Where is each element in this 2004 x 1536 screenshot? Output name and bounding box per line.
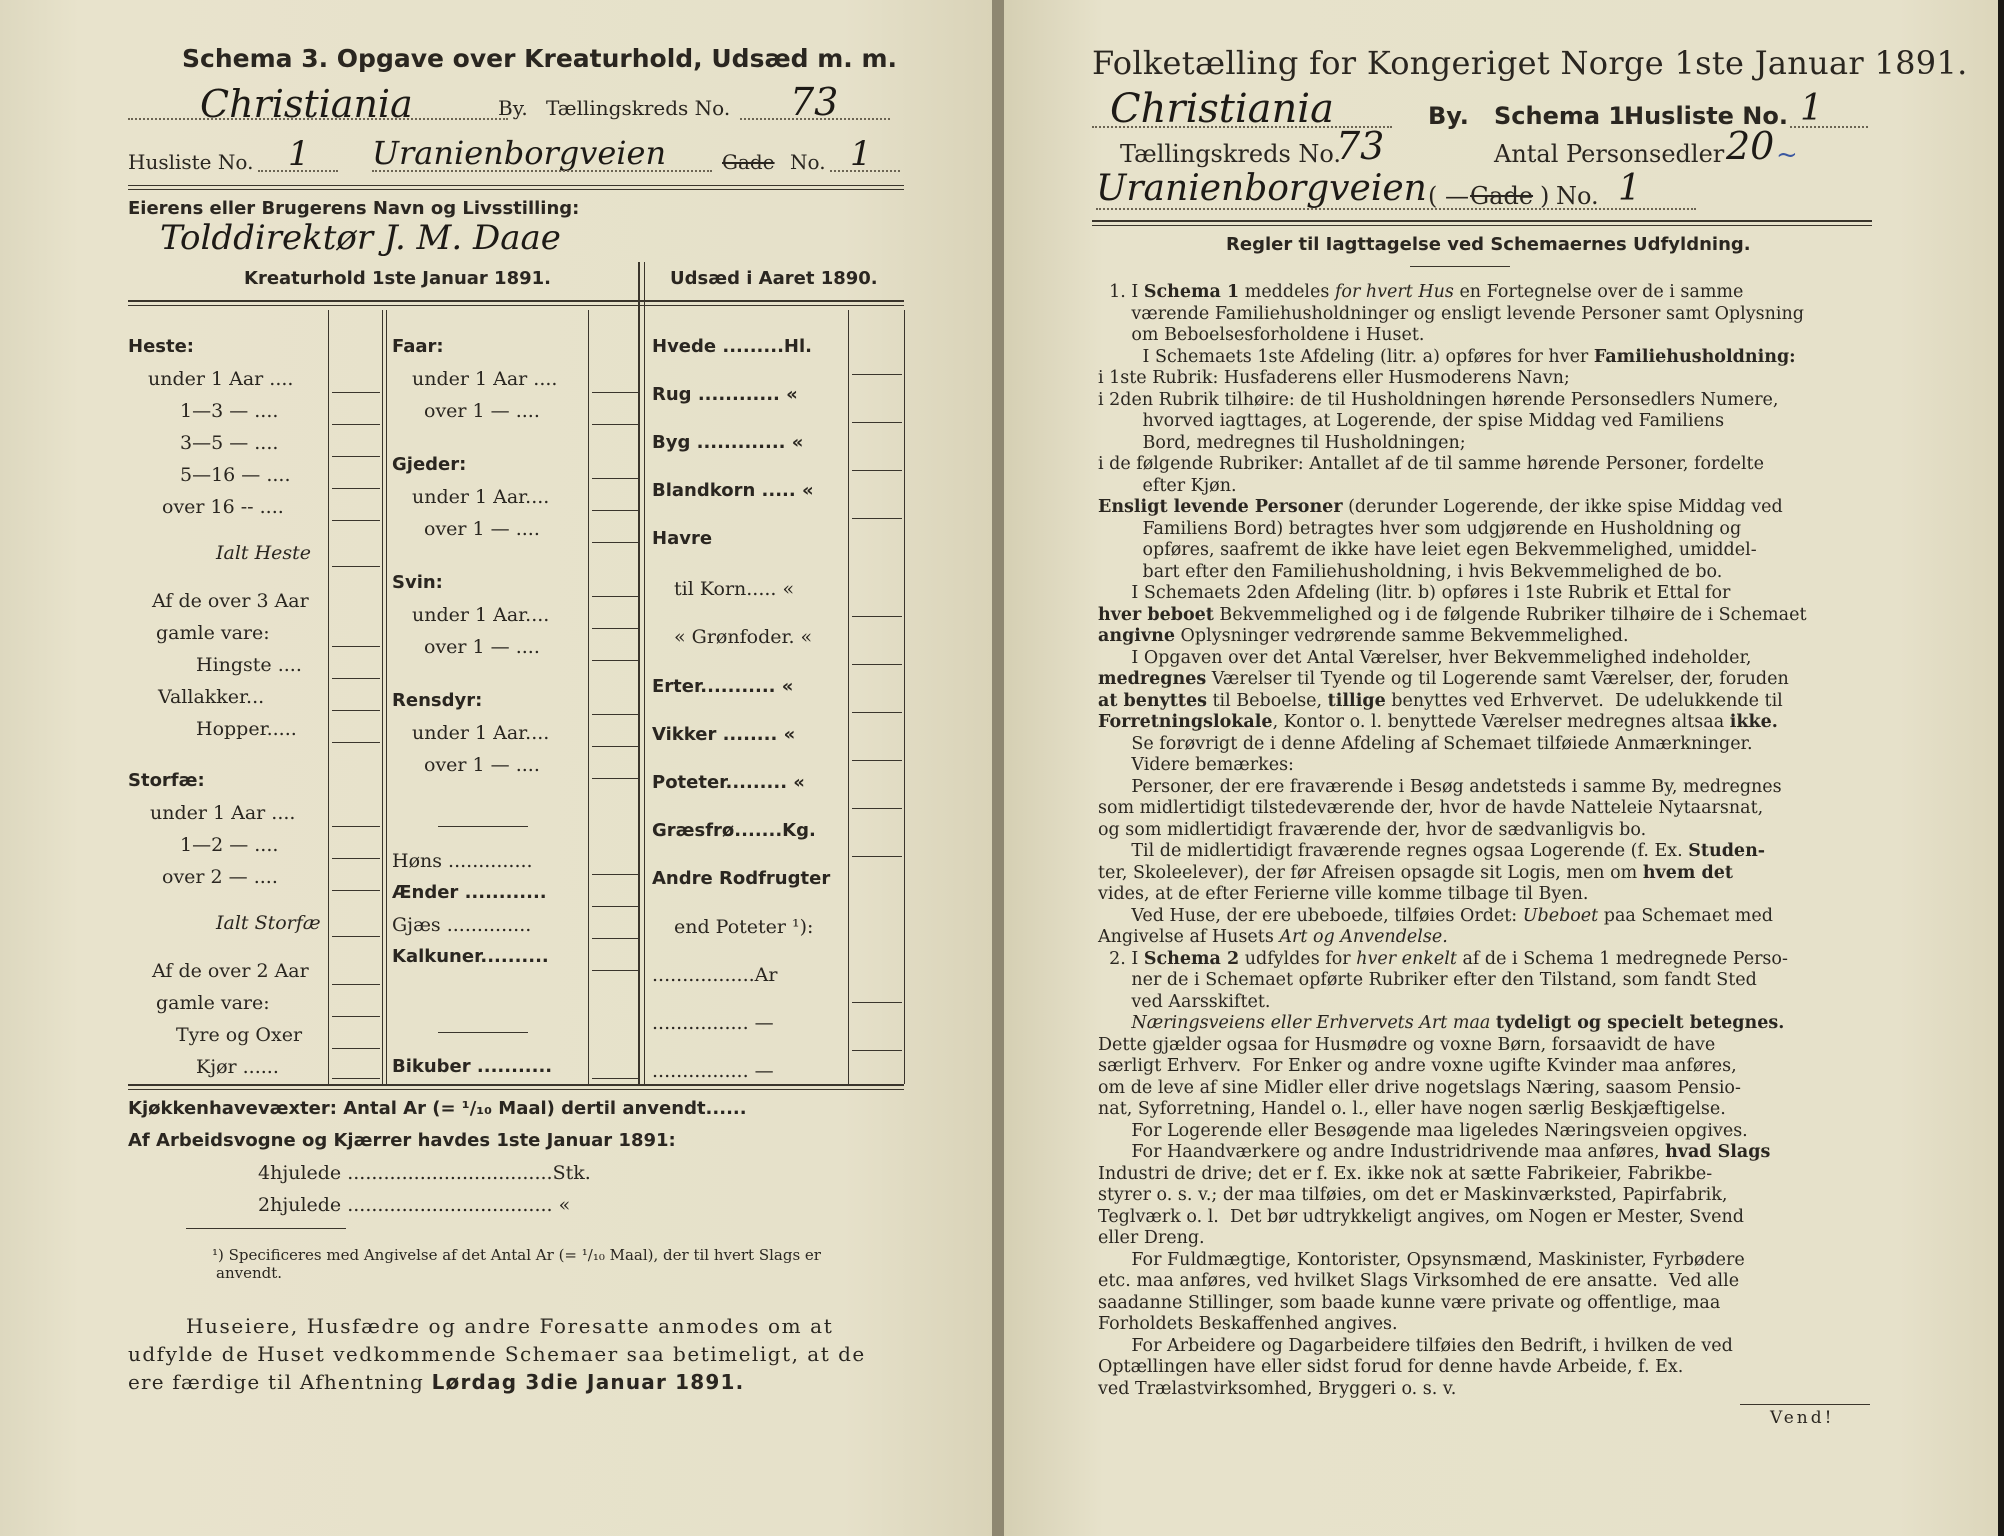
col2-row-9: Rensdyr: — [392, 690, 483, 711]
col2-row-3: Gjeder: — [392, 454, 467, 475]
col3-row-2: Byg ............. « — [652, 432, 804, 453]
col1-row-20: Kjør ...... — [196, 1056, 279, 1078]
col2-row-6: Svin: — [392, 572, 443, 593]
notice-line-1: Huseiere, Husfædre og andre Foresatte anmodes om at — [186, 1314, 834, 1338]
hjul2-row: 2hjulede .................................. « — [258, 1194, 571, 1216]
arbeidsvogne-row: Af Arbeidsvogne og Kjærrer havdes 1ste Januar 1891: — [128, 1130, 676, 1151]
col1-row-6: Ialt Heste — [216, 542, 312, 564]
col1-row-13: under 1 Aar .... — [150, 802, 296, 824]
kjokkenhave-row: Kjøkkenhavevæxter: Antal Ar (= ¹/₁₀ Maal) dertil anvendt...... — [128, 1098, 747, 1119]
col3-row-10: Græsfrø.......Kg. — [652, 820, 816, 841]
left-krets-label: Tællingskreds No. — [546, 96, 731, 120]
col2-row-11: over 1 — .... — [424, 754, 540, 776]
owner-label: Eierens eller Brugerens Navn og Livsstilling: — [128, 198, 580, 219]
right-husliste-handwritten: 1 — [1800, 88, 1823, 129]
blue-pencil-mark: ~ — [1776, 140, 1798, 170]
kreaturhold-header: Kreaturhold 1ste Januar 1891. — [244, 268, 551, 289]
col3-row-5: til Korn..... « — [674, 578, 795, 600]
footnote-line-1: ¹) Specificeres med Angivelse af det Antal Ar (= ¹/₁₀ Maal), der til hvert Slags er — [212, 1246, 821, 1264]
vend-label: Vend! — [1770, 1408, 1835, 1428]
col1-row-15: over 2 — .... — [162, 866, 278, 888]
col2-row-0: Faar: — [392, 336, 444, 357]
hjul4-row: 4hjulede ..................................Stk. — [258, 1162, 591, 1184]
col2-row-15: Kalkuner.......... — [392, 946, 549, 967]
right-antal-label: Antal Personsedler — [1494, 140, 1725, 168]
left-title: Schema 3. Opgave over Kreaturhold, Udsæd m. m. — [182, 44, 898, 73]
col1-row-0: Heste: — [128, 336, 194, 357]
right-no-handwritten: 1 — [1618, 168, 1641, 209]
col3-row-3: Blandkorn ..... « — [652, 480, 814, 501]
col2-row-5: over 1 — .... — [424, 518, 540, 540]
col1-row-9: Hingste .... — [196, 654, 302, 676]
col1-row-2: 1—3 — .... — [180, 400, 279, 422]
col2-row-10: under 1 Aar.... — [412, 722, 550, 744]
col1-row-12: Storfæ: — [128, 770, 205, 791]
left-husliste-handwritten: 1 — [288, 134, 310, 174]
col3-row-11: Andre Rodfrugter — [652, 868, 831, 889]
col2-row-4: under 1 Aar.... — [412, 486, 550, 508]
book-gutter — [992, 0, 1004, 1536]
left-street-handwritten: Uranienborgveien — [372, 134, 667, 172]
col3-row-4: Havre — [652, 528, 713, 549]
col1-row-10: Vallakker... — [158, 686, 265, 708]
col3-row-8: Vikker ........ « — [652, 724, 796, 745]
right-antal-handwritten: 20 — [1726, 124, 1775, 168]
col3-row-14: ................ — — [652, 1012, 774, 1034]
notice-line-2: udfylde de Huset vedkommende Schemaer saa betimeligt, at de — [128, 1342, 866, 1366]
left-no-handwritten: 1 — [850, 134, 872, 174]
right-schema-label: Schema 1. — [1494, 102, 1635, 130]
col3-row-0: Hvede .........Hl. — [652, 336, 812, 357]
col3-row-13: .................Ar — [652, 964, 778, 986]
col2-row-1: under 1 Aar .... — [412, 368, 558, 390]
col1-row-11: Hopper..... — [196, 718, 297, 740]
right-city-handwritten: Christiania — [1110, 86, 1334, 132]
col1-row-16: Ialt Storfæ — [216, 912, 321, 934]
right-no-label: No. — [1556, 182, 1599, 210]
col3-row-7: Erter........... « — [652, 676, 794, 697]
rules-title: Regler til Iagttagelse ved Schemaernes Udfyldning. — [1226, 234, 1751, 255]
right-krets-label: Tællingskreds No. — [1120, 140, 1342, 168]
col1-row-8: gamle vare: — [156, 622, 270, 644]
left-husliste-label: Husliste No. — [128, 150, 254, 174]
col2-row-12: Høns .............. — [392, 850, 533, 872]
left-city-handwritten: Christiania — [200, 82, 413, 126]
col1-row-14: 1—2 — .... — [180, 834, 279, 856]
col1-row-3: 3—5 — .... — [180, 432, 279, 454]
udsaed-header: Udsæd i Aaret 1890. — [670, 268, 878, 289]
right-street-handwritten: Uranienborgveien — [1096, 168, 1427, 209]
left-krets-handwritten: 73 — [790, 80, 839, 124]
rules-text: 1. I Schema 1 meddeles for hvert Hus en Fortegnelse over de i samme værende Familiehusholdninger og ensligt levende Personer samt Oplysning om Beboelsesforholdene i Huset. I Schemaets 1ste Afdeling (litr. a) opføres for hver Familiehusholdning: i 1ste Rubrik: Husfaderens eller Husmoderens Navn; i 2den Rubrik tilhøire: de til Husholdningen hørende Personsedlers Numere, hvorved iagttages, at Logerende, der spise Middag ved Familiens Bord, medregnes til Husholdningen; i de følgende Rubriker: Antallet af de til samme hørende Personer, fordelte efter Kjøn. Ensligt levende Personer (derunder Logerende, der ikke spise Middag ved Familiens Bord) betragtes hver som udgjørende en Husholdning og opføres, saafremt de ikke have leiet egen Bekvemmelighed, umiddel- bart efter den Familiehusholdning, i hvis Bekvemmelighed de bo. I Schemaets 2den Afdeling (litr. b) opføres i 1ste Rubrik et Ettal for hver beboet Bekvemmelighed og i de følgende Rubriker tilhøire de i Schemaet angivne Oplysninger vedrørende samme Bekvemmelighed. I Opgaven over det Antal Værelser, hver Bekvemmelighed indeholder, medregnes Værelser til Tyende og til Logerende samt Værelser, der, foruden at benyttes til Beboelse, tillige benyttes ved Erhvervet. De udelukkende til Forretningslokale, Kontor o. l. benyttede Værelser medregnes altsaa ikke. Se forøvrigt de i denne Afdeling af Schemaet tilføiede Anmærkninger. Videre bemærkes: Personer, der ere fraværende i Besøg andetsteds i samme By, medregnes som midlertidigt tilstedeværende der, hvor de havde Natteleie Nytaarsnat, og som midlertidigt fraværende der, hvor de sædvanligvis bo. Til de midlertidigt fraværende regnes ogsaa Logerende (f. Ex. Studen- ter, Skoleelever), der før Afreisen opsagde sit Logis, men om hvem det vides, at de efter Ferierne ville komme tilbage til Byen. Ved Huse, der ere ubeboede, tilføies Ordet: Ubeboet paa Schemaet med Angivelse af Husets Art og Anvendelse. 2. I Schema 2 udfyldes for hver enkelt af de i Schema 1 medregnede Perso- ner de i Schemaet opførte Rubriker efter den Tilstand, som fandt Sted ved Aarsskiftet. Næringsveiens eller Erhvervets Art maa tydeligt og specielt betegnes. Dette gjælder ogsaa for Husmødre og voxne Børn, forsaavidt de have særligt Erhverv. For Enker og andre voxne ugifte Kvinder maa anføres, om de leve af sine Midler eller drive nogetslags Næring, saasom Pensio- nat, Syforretning, Handel o. l., eller have nogen særlig Beskjæftigelse. For Logerende eller Besøgende maa ligeledes Næringsveien opgives. For Haandværkere og andre Industridrivende maa anføres, hvad Slags Industri de drive; det er f. Ex. ikke nok at sætte Fabrikeier, Fabrikbe- styrer o. s. v.; der maa tilføies, om det er Maskinværksted, Papirfabrik, Teglværk o. l. Det bør udtrykkeligt angives, om Nogen er Mester, Svend eller Dreng. For Fuldmægtige, Kontorister, Opsynsmænd, Maskinister, Fyrbødere etc. maa anføres, ved hvilket Slags Virksomhed de ere ansatte. Ved alle saadanne Stillinger, som baade kunne være private og offentlige, maa Forholdets Beskaffenhed angives. For Arbeidere og Dagarbeidere tilføies den Bedrift, i hvilken de ved Optællingen have eller sidst forud for denne havde Arbeide, f. Ex. ved Trælastvirksomhed, Bryggeri o. s. v. — [1098, 282, 1807, 1399]
right-title: Folketælling for Kongeriget Norge 1ste Januar 1891. — [1092, 44, 1968, 82]
right-by-label: By. — [1428, 102, 1469, 130]
col1-row-19: Tyre og Oxer — [176, 1024, 303, 1046]
col3-row-15: ................ — — [652, 1060, 774, 1082]
col2-row-7: under 1 Aar.... — [412, 604, 550, 626]
col3-row-6: « Grønfoder. « — [674, 626, 813, 648]
col1-row-1: under 1 Aar .... — [148, 368, 294, 390]
notice-line-3: ere færdige til Afhentning Lørdag 3die Januar 1891. — [128, 1370, 745, 1394]
owner-handwritten: Tolddirektør J. M. Daae — [160, 218, 561, 258]
col1-row-7: Af de over 3 Aar — [152, 590, 309, 612]
col1-row-18: gamle vare: — [156, 992, 270, 1014]
col1-row-4: 5—16 — .... — [180, 464, 291, 486]
col2-row-8: over 1 — .... — [424, 636, 540, 658]
col2-row-16: Bikuber ........... — [392, 1056, 553, 1077]
col3-row-9: Poteter......... « — [652, 772, 805, 793]
col3-row-12: end Poteter ¹): — [674, 916, 814, 938]
col2-row-14: Gjæs .............. — [392, 914, 532, 936]
col2-row-2: over 1 — .... — [424, 400, 540, 422]
footnote-line-2: anvendt. — [216, 1264, 283, 1282]
left-by-label: By. — [498, 96, 528, 120]
col1-row-17: Af de over 2 Aar — [152, 960, 309, 982]
right-krets-handwritten: 73 — [1336, 124, 1385, 168]
col2-row-13: Ænder ............ — [392, 882, 547, 903]
right-husliste-label: Husliste No. — [1624, 102, 1788, 130]
census-form-spread: Schema 3. Opgave over Kreaturhold, Udsæd m. m. Christiania By. Tællingskreds No. 73 Husliste No. 1 Uranienborgveien Gade No. 1 Eierens eller Brugerens Navn og Livsstilling: Tolddirektør J. M. Daae Kreaturhold 1ste Januar 1891. Udsæd i Aaret 1890. Heste: under 1 Aar .... 1—3 — .... 3—5 — .... 5—16 — .... over 16 -- .... Ialt Heste Af de over 3 Aar gamle vare: Hingste .... Vallakker... Hopper..... Storfæ: under 1 Aar .... 1—2 — .... over 2 — .... Ialt Storfæ Af de over 2 Aar gamle vare: Tyre og Oxer Kjør ...... Faar: under 1 Aar .... over 1 — .... Gjeder: under 1 Aar.... over 1 — .... Svin: under 1 Aar.... over 1 — .... Rensdyr: under 1 Aar.... over 1 — .... Høns .............. Ænder ............ Gjæs .............. Kalkuner.......... Bikuber ........... Hvede .........Hl. Rug ............ « Byg ............. « Blandkorn ..... « Havre til Korn..... « « Grønfoder. « Erter........... « Vikker ........ « Poteter......... « Græsfrø.......Kg. Andre Rodfrugter end Poteter ¹): .................Ar ................ — ................ — Kjøkkenhavevæxter: Antal Ar (= ¹/₁₀ Maal) dertil anvendt...... Af Arbeidsvogne og Kjærrer havdes 1ste Januar 1891: 4hjulede ..................................Stk. 2hjulede .................................. « ¹) Specificeres med Angivelse af det Antal Ar (= ¹/₁₀ Maal), der til hvert Slags er anvendt. Huseiere, Husfædre og andre Foresatte anmodes om at udfylde de Huset vedkommende Schemaer saa betimeligt, at de ere færdige til Afhentning Lørdag 3die Januar 1891. Folketælling for Kongeriget Norge 1ste Januar 1891. Christiania By. Schema 1. Husliste No. 1 Tællingskreds No. 73 Antal Personsedler 20 ~ Uranienborgveien ( — Gade ) No. 1 Regler til Iagttagelse ved Schemaernes Udfyldning. 1. I Schema 1 meddeles for hvert Hus en Fortegnelse over de i samme værende Familiehusholdninger og ensligt levende Personer samt Oplysning om Beboelsesforholdene i Huset. I Schemaets 1ste Afdeling (litr. a) opføres for hver Familiehusholdning: i 1ste Rubrik: Husfaderens eller Husmoderens Navn; i 2den Rubrik tilhøire: de til Husholdningen hørende Personsedlers Numere, hvorved iagttages, at Logerende, der spise Middag ved Familiens Bord, medregnes til Husholdningen; i de følgende Rubriker: Antallet af de til samme hørende Personer, fordelte efter Kjøn. Ensligt levende Personer (derunder Logerende, der ikke spise Middag ved Familiens Bord) betragtes hver som udgjørende en Husholdning og opføres, saafremt de ikke have leiet egen Bekvemmelighed, umiddel- bart efter den Familiehusholdning, i hvis Bekvemmelighed de bo. I Schemaets 2den Afdeling (litr. b) opføres i 1ste Rubrik et Ettal for hver beboet Bekvemmelighed og i de følgende Rubriker tilhøire de i Schemaet angivne Oplysninger vedrørende samme Bekvemmelighed. I Opgaven over det Antal Værelser, hver Bekvemmelighed indeholder, medregnes Værelser til Tyende og til Logerende samt Værelser, der, foruden at benyttes til Beboelse, tillige benyttes ved Erhvervet. De udelukkende til Forretningslokale, Kontor o. l. benyttede Værelser medregnes altsaa ikke. Se forøvrigt de i denne Afdeling af Schemaet tilføiede Anmærkninger. Videre bemærkes: Personer, der ere fraværende i Besøg andetsteds i samme By, medregnes som midlertidigt tilstedeværende der, hvor de havde Natteleie Nytaarsnat, og som midlertidigt fraværende der, hvor de sædvanligvis bo. Til de midlertidigt fraværende regnes ogsaa Logerende (f. Ex. Studen- ter, Skoleelever), der før Afreisen opsagde sit Logis, men om hvem det vides, at de efter Ferierne ville komme tilbage til Byen. Ved Huse, der ere ubeboede, tilføies Ordet: Ubeboet paa Schemaet med Angivelse af Husets Art og Anvendelse. 2. I Schema 2 udfyldes for hver enkelt af de i Schema 1 medregnede Perso- ner de i Schemaet opførte Rubriker efter den Tilstand, som fandt Sted ved Aarsskiftet. Næringsveiens eller Erhvervets Art maa tydeligt og specielt betegnes. Dette gjælder ogsaa for Husmødre og voxne Børn, forsaavidt de have særligt Erhverv. For Enker og andre voxne ugifte Kvinder maa anføres, om de leve af sine Midler eller drive nogetslags Næring, saasom Pensio- nat, Syforretning, Handel o. l., eller have nogen særlig Beskjæftigelse. For Logerende eller Besøgende maa ligeledes Næringsveien opgives. For Haandværkere og andre Industridrivende maa anføres, hvad Slags Industri de drive; det er f. Ex. ikke nok at sætte Fabrikeier, Fabrikbe- styrer o. s. v.; der maa tilføies, om det er Maskinværksted, Papirfabrik, Teglværk o. l. Det bør udtrykkeligt angives, om Nogen er Mester, Svend eller Dreng. For Fuldmægtige, Kontorister, Opsynsmænd, Maskinister, Fyrbødere etc. maa anføres, ved hvilket Slags Virksomhed de ere ansatte. Ved alle saadanne Stillinger, som baade kunne være private og offentlige, maa Forholdets Beskaffenhed angives. For Arbeidere og Dagarbeidere tilføies den Bedrift, i hvilken de ved Optællingen have eller sidst forud for denne havde Arbeide, f. Ex. ved Trælastvirksomhed, Bryggeri o. s. v. Vend! — [0, 0, 2004, 1536]
right-gade-label: Gade — [1470, 182, 1534, 210]
col1-row-5: over 16 -- .... — [162, 496, 284, 518]
col3-row-1: Rug ............ « — [652, 384, 798, 405]
left-no-label: No. — [790, 150, 826, 174]
left-gade-label: Gade — [722, 150, 775, 174]
